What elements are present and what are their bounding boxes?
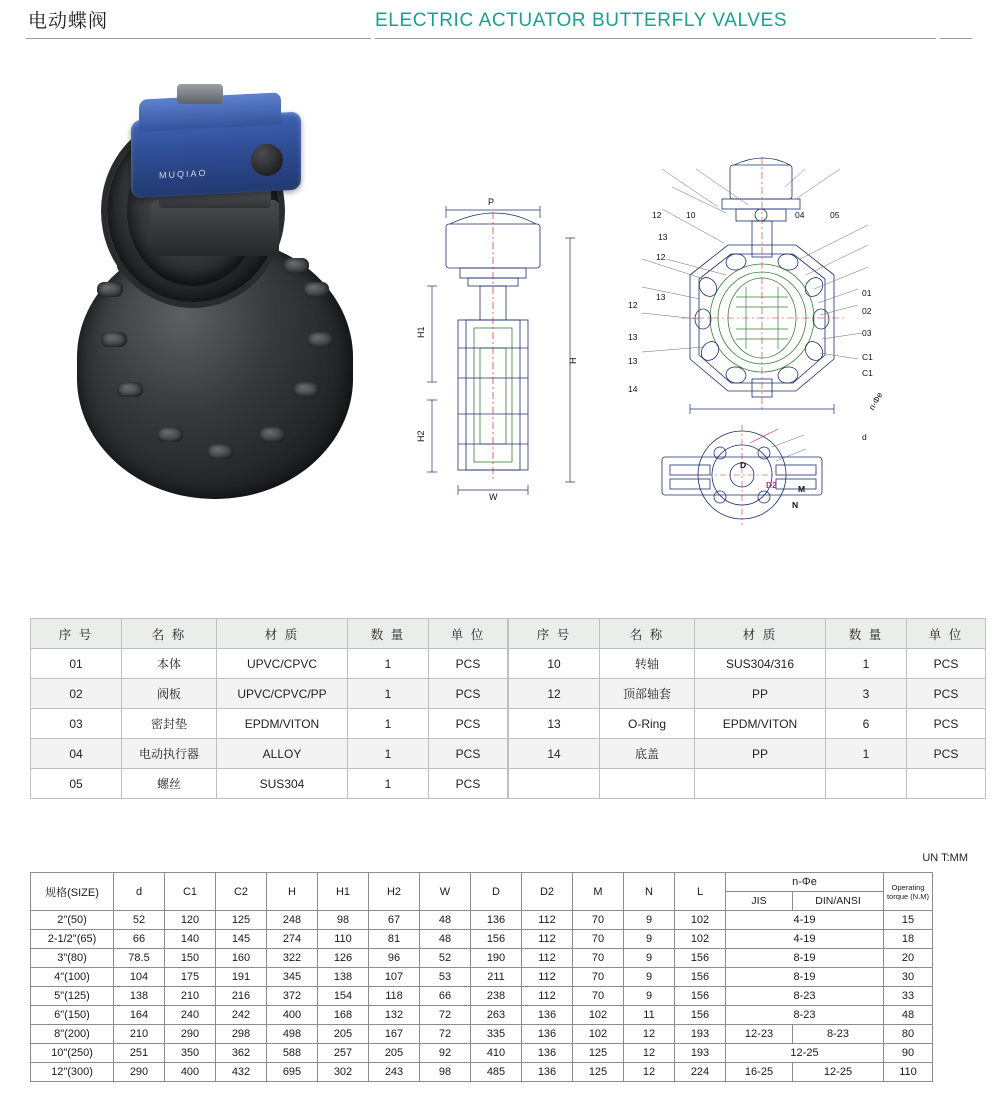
body-lug — [283, 258, 309, 273]
cell-qty: 1 — [348, 739, 429, 769]
header-divider-tail — [940, 38, 972, 39]
cell-torque: 80 — [884, 1025, 933, 1044]
cell-c2: 191 — [216, 968, 267, 987]
cell-c2: 125 — [216, 911, 267, 930]
body-lug — [307, 332, 333, 347]
table-row — [509, 709, 986, 739]
cell-qty: 1 — [348, 769, 429, 799]
cell-qty: 1 — [826, 649, 907, 679]
cell-n: 9 — [624, 911, 675, 930]
cell-l: 102 — [675, 911, 726, 930]
cell-qty: 1 — [348, 709, 429, 739]
cell-l: 193 — [675, 1044, 726, 1063]
table-row — [31, 649, 508, 679]
cell-nphie: 8-23 — [726, 1006, 884, 1025]
unit-note: UN T:MM — [922, 852, 968, 864]
cell-n: 11 — [624, 1006, 675, 1025]
callout-05: 05 — [830, 210, 840, 220]
page-title-en: ELECTRIC ACTUATOR BUTTERFLY VALVES — [375, 10, 788, 31]
callout-04: 04 — [795, 210, 805, 220]
dims-th-h2: H2 — [369, 873, 420, 911]
cell-w: 53 — [420, 968, 471, 987]
cell-h1: 126 — [318, 949, 369, 968]
cell-size: 2-1/2"(65) — [31, 930, 114, 949]
cell-n: 9 — [624, 949, 675, 968]
cell-m: 125 — [573, 1044, 624, 1063]
cell-jis: 16-25 — [726, 1063, 793, 1082]
cell-name: 顶部轴套 — [600, 679, 695, 709]
callout-12b: 12 — [656, 252, 666, 262]
cell-d2: 136 — [522, 1063, 573, 1082]
cell-c2: 242 — [216, 1006, 267, 1025]
callout-d: d — [862, 432, 867, 442]
cell-l: 224 — [675, 1063, 726, 1082]
cell-h1: 154 — [318, 987, 369, 1006]
table-row — [509, 739, 986, 769]
cell-name: O-Ring — [600, 709, 695, 739]
cell-torque: 48 — [884, 1006, 933, 1025]
cell-c2: 216 — [216, 987, 267, 1006]
page-title-cn: 电动蝶阀 — [28, 11, 109, 32]
dims-th-din-ansi: DIN/ANSI — [793, 892, 884, 911]
callout-12: 12 — [652, 210, 662, 220]
cell-unit — [907, 769, 986, 799]
cell-no: 03 — [31, 709, 122, 739]
parts-table-left — [30, 618, 508, 799]
cell-unit: PCS — [429, 769, 508, 799]
cell-size: 5"(125) — [31, 987, 114, 1006]
cell-no: 13 — [509, 709, 600, 739]
cell-h1: 110 — [318, 930, 369, 949]
cell-h: 345 — [267, 968, 318, 987]
cell-material: EPDM/VITON — [695, 709, 826, 739]
cell-h1: 138 — [318, 968, 369, 987]
cell-c2: 362 — [216, 1044, 267, 1063]
cell-dd: 238 — [471, 987, 522, 1006]
dims-th-size: 规格(SIZE) — [31, 873, 114, 911]
table-row — [31, 739, 508, 769]
cell-unit: PCS — [907, 739, 986, 769]
table-row — [31, 911, 933, 930]
brand-label: MUQIAO — [159, 167, 208, 181]
cell-l: 193 — [675, 1025, 726, 1044]
cell-h2: 67 — [369, 911, 420, 930]
cell-h: 372 — [267, 987, 318, 1006]
table-row — [31, 1063, 933, 1082]
callout-N: N — [792, 500, 799, 510]
cell-d2: 112 — [522, 930, 573, 949]
cell-c1: 290 — [165, 1025, 216, 1044]
cell-nphie: 4-19 — [726, 930, 884, 949]
cell-material: UPVC/CPVC/PP — [217, 679, 348, 709]
cell-c1: 120 — [165, 911, 216, 930]
cell-h: 322 — [267, 949, 318, 968]
cell-c1: 175 — [165, 968, 216, 987]
cell-no: 12 — [509, 679, 600, 709]
cell-unit: PCS — [429, 739, 508, 769]
cell-w: 48 — [420, 930, 471, 949]
cell-h: 248 — [267, 911, 318, 930]
actuator-knob — [251, 144, 283, 176]
cell-h2: 107 — [369, 968, 420, 987]
callout-01: 01 — [862, 288, 872, 298]
body-lug — [259, 427, 285, 442]
cell-name: 螺丝 — [122, 769, 217, 799]
cell-qty: 1 — [348, 649, 429, 679]
cell-m: 70 — [573, 968, 624, 987]
valve-neck — [151, 200, 279, 256]
cell-l: 156 — [675, 987, 726, 1006]
cell-material: PP — [695, 739, 826, 769]
cell-m: 70 — [573, 911, 624, 930]
cell-d2: 136 — [522, 1006, 573, 1025]
cell-c1: 140 — [165, 930, 216, 949]
table-row — [31, 1025, 933, 1044]
table-row — [31, 987, 933, 1006]
cell-d2: 112 — [522, 911, 573, 930]
cell-size: 3"(80) — [31, 949, 114, 968]
actuator-cap — [177, 84, 223, 104]
cell-name — [600, 769, 695, 799]
cell-w: 66 — [420, 987, 471, 1006]
cell-torque: 15 — [884, 911, 933, 930]
parts-left-th-1: 名 称 — [122, 619, 217, 649]
cell-qty: 1 — [826, 739, 907, 769]
cell-d: 210 — [114, 1025, 165, 1044]
table-row — [31, 1006, 933, 1025]
cell-d: 66 — [114, 930, 165, 949]
cell-size: 8"(200) — [31, 1025, 114, 1044]
callout-C1-a: C1 — [862, 352, 873, 362]
cell-c1: 150 — [165, 949, 216, 968]
cell-material: UPVC/CPVC — [217, 649, 348, 679]
body-lug — [303, 282, 329, 297]
cell-d: 78.5 — [114, 949, 165, 968]
dim-label-H: H — [568, 357, 578, 364]
cell-material: EPDM/VITON — [217, 709, 348, 739]
cell-name: 底盖 — [600, 739, 695, 769]
cell-name: 本体 — [122, 649, 217, 679]
cell-dd: 156 — [471, 930, 522, 949]
cell-d2: 136 — [522, 1044, 573, 1063]
cell-no: 04 — [31, 739, 122, 769]
cell-qty: 6 — [826, 709, 907, 739]
parts-left-th-4: 单 位 — [429, 619, 508, 649]
parts-right-th-0: 序 号 — [509, 619, 600, 649]
cell-no: 02 — [31, 679, 122, 709]
cell-h: 274 — [267, 930, 318, 949]
cell-size: 6"(150) — [31, 1006, 114, 1025]
cell-name: 电动执行器 — [122, 739, 217, 769]
cell-dd: 485 — [471, 1063, 522, 1082]
cell-no: 10 — [509, 649, 600, 679]
cell-l: 156 — [675, 949, 726, 968]
body-lug — [293, 382, 319, 397]
cell-nphie: 8-19 — [726, 968, 884, 987]
cell-m: 125 — [573, 1063, 624, 1082]
cell-unit: PCS — [907, 679, 986, 709]
parts-left-header-row — [31, 619, 508, 649]
cell-h2: 81 — [369, 930, 420, 949]
cell-material — [695, 769, 826, 799]
cell-name: 密封垫 — [122, 709, 217, 739]
cell-m: 70 — [573, 949, 624, 968]
callout-D: D — [740, 460, 747, 470]
cell-dd: 263 — [471, 1006, 522, 1025]
cell-no: 01 — [31, 649, 122, 679]
callout-M: M — [798, 484, 806, 494]
cell-l: 102 — [675, 930, 726, 949]
cell-torque: 20 — [884, 949, 933, 968]
cell-h2: 96 — [369, 949, 420, 968]
cell-c1: 240 — [165, 1006, 216, 1025]
cell-n: 9 — [624, 968, 675, 987]
valve-photo — [55, 82, 375, 502]
cell-material: SUS304 — [217, 769, 348, 799]
dim-label-H2: H2 — [416, 430, 426, 442]
cell-h: 695 — [267, 1063, 318, 1082]
cell-name: 阀板 — [122, 679, 217, 709]
cell-c2: 145 — [216, 930, 267, 949]
cell-size: 10"(250) — [31, 1044, 114, 1063]
cell-dd: 410 — [471, 1044, 522, 1063]
cell-h: 400 — [267, 1006, 318, 1025]
cell-h: 588 — [267, 1044, 318, 1063]
cell-m: 70 — [573, 930, 624, 949]
table-row — [31, 930, 933, 949]
dims-th-h: H — [267, 873, 318, 911]
cell-m: 102 — [573, 1006, 624, 1025]
table-row — [509, 649, 986, 679]
cell-name: 转轴 — [600, 649, 695, 679]
cell-h2: 167 — [369, 1025, 420, 1044]
cell-d2: 112 — [522, 949, 573, 968]
cell-qty: 3 — [826, 679, 907, 709]
callout-12c: 12 — [628, 300, 638, 310]
cell-no: 14 — [509, 739, 600, 769]
body-lug — [207, 444, 233, 459]
cell-dd: 136 — [471, 911, 522, 930]
parts-right-th-4: 单 位 — [907, 619, 986, 649]
cell-torque: 110 — [884, 1063, 933, 1082]
dims-th-m: M — [573, 873, 624, 911]
cell-c2: 298 — [216, 1025, 267, 1044]
cell-h1: 205 — [318, 1025, 369, 1044]
cell-n: 9 — [624, 987, 675, 1006]
table-row — [509, 679, 986, 709]
dims-th-d: d — [114, 873, 165, 911]
cell-material: ALLOY — [217, 739, 348, 769]
parts-right-header-row — [509, 619, 986, 649]
table-row — [31, 679, 508, 709]
cell-unit: PCS — [429, 679, 508, 709]
cell-d: 164 — [114, 1006, 165, 1025]
callout-13d: 13 — [628, 356, 638, 366]
callout-14: 14 — [628, 384, 638, 394]
cell-l: 156 — [675, 1006, 726, 1025]
parts-table-right — [508, 618, 986, 799]
callout-n-phi-e: n-Φe — [866, 390, 885, 412]
parts-right-th-1: 名 称 — [600, 619, 695, 649]
cell-m: 70 — [573, 987, 624, 1006]
cell-d: 138 — [114, 987, 165, 1006]
parts-right-th-3: 数 量 — [826, 619, 907, 649]
cell-m: 102 — [573, 1025, 624, 1044]
callout-13b: 13 — [656, 292, 666, 302]
callout-10: 10 — [686, 210, 696, 220]
cell-size: 4"(100) — [31, 968, 114, 987]
dims-th-jis: JIS — [726, 892, 793, 911]
cell-d: 251 — [114, 1044, 165, 1063]
cell-w: 48 — [420, 911, 471, 930]
dims-th-h1: H1 — [318, 873, 369, 911]
cell-c1: 210 — [165, 987, 216, 1006]
callout-02: 02 — [862, 306, 872, 316]
body-lug — [157, 427, 183, 442]
cell-d: 52 — [114, 911, 165, 930]
cell-dd: 335 — [471, 1025, 522, 1044]
callout-13: 13 — [658, 232, 668, 242]
cell-qty: 1 — [348, 679, 429, 709]
cell-h1: 98 — [318, 911, 369, 930]
dims-th-dd: D — [471, 873, 522, 911]
table-row — [31, 949, 933, 968]
cell-h2: 132 — [369, 1006, 420, 1025]
cell-n: 12 — [624, 1044, 675, 1063]
cell-w: 72 — [420, 1025, 471, 1044]
cell-l: 156 — [675, 968, 726, 987]
cell-w: 52 — [420, 949, 471, 968]
cell-w: 72 — [420, 1006, 471, 1025]
cell-no: 05 — [31, 769, 122, 799]
cell-din: 8-23 — [793, 1025, 884, 1044]
cell-h2: 205 — [369, 1044, 420, 1063]
cell-c1: 400 — [165, 1063, 216, 1082]
header-divider-left — [26, 38, 371, 39]
dims-header-row-1 — [31, 873, 933, 892]
callout-13c: 13 — [628, 332, 638, 342]
header-divider-right — [375, 38, 936, 39]
callout-C1-b: C1 — [862, 368, 873, 378]
dims-th-d2: D2 — [522, 873, 573, 911]
cell-torque: 18 — [884, 930, 933, 949]
cell-c1: 350 — [165, 1044, 216, 1063]
cell-unit: PCS — [907, 709, 986, 739]
cell-nphie: 12-25 — [726, 1044, 884, 1063]
cell-d2: 136 — [522, 1025, 573, 1044]
cell-d: 290 — [114, 1063, 165, 1082]
cell-h1: 168 — [318, 1006, 369, 1025]
table-row — [31, 1044, 933, 1063]
product-figure-area — [0, 52, 998, 552]
cell-dd: 190 — [471, 949, 522, 968]
section-view-drawing — [600, 147, 960, 547]
cell-c2: 432 — [216, 1063, 267, 1082]
dims-th-c2: C2 — [216, 873, 267, 911]
cell-h: 498 — [267, 1025, 318, 1044]
cell-nphie: 4-19 — [726, 911, 884, 930]
cell-h1: 302 — [318, 1063, 369, 1082]
page-header — [0, 0, 998, 46]
table-row — [509, 769, 986, 799]
cell-size: 2"(50) — [31, 911, 114, 930]
cell-nphie: 8-23 — [726, 987, 884, 1006]
cell-n: 9 — [624, 930, 675, 949]
cell-h2: 118 — [369, 987, 420, 1006]
cell-w: 98 — [420, 1063, 471, 1082]
table-row — [31, 968, 933, 987]
cell-dd: 211 — [471, 968, 522, 987]
parts-left-th-2: 材 质 — [217, 619, 348, 649]
cell-material: SUS304/316 — [695, 649, 826, 679]
dims-th-l: L — [675, 873, 726, 911]
cell-h2: 243 — [369, 1063, 420, 1082]
cell-unit: PCS — [429, 649, 508, 679]
callout-D2: D2 — [766, 480, 777, 490]
body-lug — [97, 282, 123, 297]
parts-left-th-0: 序 号 — [31, 619, 122, 649]
body-lug — [101, 332, 127, 347]
dims-th-torque: Operating torque (N.M) — [884, 873, 933, 911]
parts-right-th-2: 材 质 — [695, 619, 826, 649]
dims-th-n: N — [624, 873, 675, 911]
dim-label-H1: H1 — [416, 326, 426, 338]
cell-jis: 12-23 — [726, 1025, 793, 1044]
cell-din: 12-25 — [793, 1063, 884, 1082]
cell-c2: 160 — [216, 949, 267, 968]
cell-no — [509, 769, 600, 799]
cell-d2: 112 — [522, 968, 573, 987]
cell-unit: PCS — [907, 649, 986, 679]
cell-qty — [826, 769, 907, 799]
cell-d: 104 — [114, 968, 165, 987]
callout-03: 03 — [862, 328, 872, 338]
dims-th-n-phi-e: n-Φe — [726, 873, 884, 892]
table-row — [31, 709, 508, 739]
cell-torque: 33 — [884, 987, 933, 1006]
cell-n: 12 — [624, 1025, 675, 1044]
cell-h1: 257 — [318, 1044, 369, 1063]
cell-unit: PCS — [429, 709, 508, 739]
cell-torque: 30 — [884, 968, 933, 987]
dimension-table — [30, 872, 933, 1082]
table-row — [31, 769, 508, 799]
body-lug — [117, 382, 143, 397]
dim-label-W: W — [489, 492, 498, 502]
cell-w: 92 — [420, 1044, 471, 1063]
cell-torque: 90 — [884, 1044, 933, 1063]
dims-th-c1: C1 — [165, 873, 216, 911]
cell-size: 12"(300) — [31, 1063, 114, 1082]
front-view-drawing — [410, 152, 600, 532]
cell-n: 12 — [624, 1063, 675, 1082]
cell-nphie: 8-19 — [726, 949, 884, 968]
dim-label-P: P — [488, 197, 495, 207]
cell-material: PP — [695, 679, 826, 709]
parts-left-th-3: 数 量 — [348, 619, 429, 649]
dims-th-w: W — [420, 873, 471, 911]
cell-d2: 112 — [522, 987, 573, 1006]
